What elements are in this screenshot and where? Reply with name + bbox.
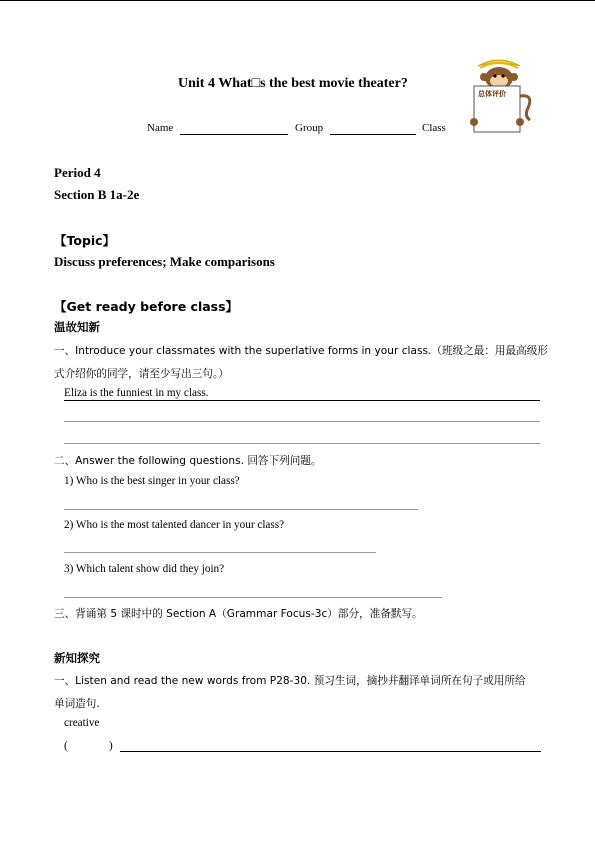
explore-subheading: 新知探究 <box>54 651 100 665</box>
task2-question-1: 1) Who is the best singer in your class? <box>64 475 240 487</box>
vocab-sentence-line[interactable] <box>120 751 541 752</box>
topic-text: Discuss preferences; Make comparisons <box>54 254 275 269</box>
page-top-rule <box>0 0 595 1</box>
explore-task1-line1: 一、Listen and read the new words from P28-30. 预习生词，摘抄并翻译单词所在句子或用所给 <box>54 675 526 687</box>
paren-open: ( <box>64 740 68 752</box>
name-field[interactable] <box>180 134 288 135</box>
name-label: Name <box>147 122 174 134</box>
review-subheading: 温故知新 <box>54 320 100 334</box>
task2-answer-line-2[interactable] <box>64 552 376 553</box>
task1-example-answer: Eliza is the funniest in my class. <box>64 387 209 399</box>
paren-close: ) <box>109 740 113 752</box>
page-title: Unit 4 What□s the best movie theater? <box>178 76 408 91</box>
task1-instruction-line2: 式介绍你的同学，请至少写出三句。） <box>54 368 229 380</box>
badge-label: 总体评价 <box>478 90 506 98</box>
task3-instruction: 三、背诵第 5 课时中的 Section A（Grammar Focus-3c）部分，准备默写。 <box>54 608 423 620</box>
overall-evaluation-badge <box>464 56 534 138</box>
task1-answer-line-2[interactable] <box>64 421 540 422</box>
topic-heading: 【Topic】 <box>54 233 116 248</box>
get-ready-heading: 【Get ready before class】 <box>54 299 239 314</box>
task1-instruction-line1: 一、Introduce your classmates with the superlative forms in your class.（班级之最：用最高级形 <box>54 345 548 357</box>
section-label: Section B 1a-2e <box>54 187 140 202</box>
task1-answer-line-1[interactable] <box>64 400 540 401</box>
vocab-word-creative: creative <box>64 717 100 729</box>
task2-question-3: 3) Which talent show did they join? <box>64 563 225 575</box>
task2-answer-line-3[interactable] <box>64 597 442 598</box>
period-label: Period 4 <box>54 165 101 180</box>
task1-answer-line-3[interactable] <box>64 443 540 444</box>
group-field[interactable] <box>330 134 416 135</box>
task2-answer-line-1[interactable] <box>64 509 418 510</box>
task2-question-2: 2) Who is the most talented dancer in your class? <box>64 519 285 531</box>
task2-instruction: 二、Answer the following questions. 回答下列问题。 <box>54 455 322 467</box>
explore-task1-line2: 单词造句. <box>54 698 100 710</box>
class-label: Class <box>422 122 446 134</box>
group-label: Group <box>295 122 324 134</box>
